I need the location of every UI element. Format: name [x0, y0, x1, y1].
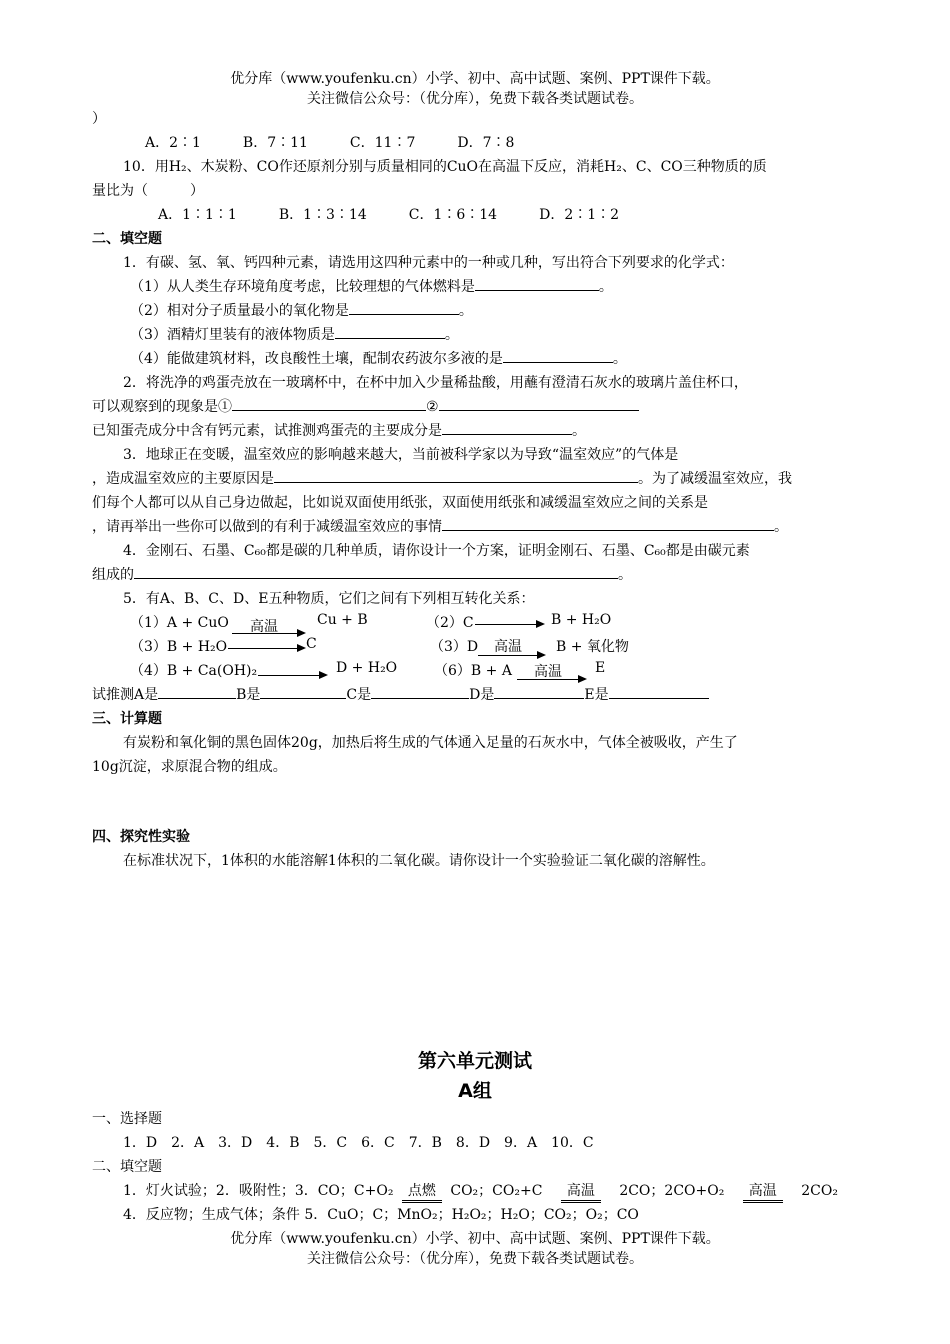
fill-heading: 二、填空题 — [92, 231, 162, 247]
explore-line-1: 在标准状况下，1体积的水能溶解1体积的二氧化碳。请你设计一个实验验证二氧化碳的溶解性。 — [123, 853, 715, 869]
reaction-2-arrow — [475, 624, 543, 625]
explore-heading: 四、探究性实验 — [92, 829, 190, 845]
answers-title: 第六单元测试 — [417, 1050, 532, 1072]
condition-high-temp: 高温 — [743, 1180, 783, 1203]
reaction-1-arrow — [232, 633, 304, 634]
header-line-2: 关注微信公众号：（优分库），免费下载各类试题试卷。 — [307, 91, 643, 107]
reaction-3b-left: （3）D — [430, 639, 479, 655]
answer-blank[interactable] — [274, 468, 638, 483]
answers-sec2: 二、填空题 — [92, 1159, 162, 1175]
reaction-3b-condition: 高温 — [494, 639, 522, 655]
reaction-1-right: Cu + B — [317, 612, 368, 628]
answer-blank-c[interactable] — [371, 684, 469, 699]
q3-line-2: ，造成温室效应的主要原因是 。为了减缓温室效应，我 — [92, 468, 792, 488]
answer-blank[interactable] — [349, 300, 459, 315]
reaction-1-condition: 高温 — [250, 619, 278, 635]
q10-line-1: 10．用H₂、木炭粉、CO作还原剂分别与质量相同的CuO在高温下反应，消耗H₂、C、CO三种物质的质 — [123, 159, 767, 175]
answer-blank-d[interactable] — [494, 684, 584, 699]
answers-group: A组 — [458, 1080, 492, 1102]
answer-blank-e[interactable] — [609, 684, 709, 699]
answer-blank[interactable] — [475, 276, 599, 291]
reaction-6-right: E — [595, 660, 606, 676]
answer-blank[interactable] — [134, 564, 618, 579]
answer-blank-b[interactable] — [260, 684, 346, 699]
answer-blank[interactable] — [442, 420, 572, 435]
reaction-6-condition: 高温 — [534, 664, 562, 680]
condition-ignite: 点燃 — [402, 1180, 442, 1203]
q3-line-4: ，请再举出一些你可以做到的有利于减缓温室效应的事情 。 — [92, 516, 788, 536]
reaction-3-left: （3）B + H₂O — [130, 639, 228, 655]
q3-line-3: 们每个人都可以从自己身边做起，比如说双面使用纸张，双面使用纸张和减缓温室效应之间的关系是 — [92, 495, 708, 511]
q1-item-4: （4）能做建筑材料，改良酸性土壤，配制农药波尔多液的是 。 — [130, 348, 627, 368]
q9-options: A．2∶1 B．7∶11 C．11∶7 D．7∶8 — [145, 135, 515, 151]
reaction-3b-right: B + 氧化物 — [556, 639, 629, 655]
q4-line-1: 4．金刚石、石墨、C₆₀都是碳的几种单质，请你设计一个方案，证明金刚石、石墨、C₆₀都是由碳元素 — [123, 543, 750, 559]
header-line-1: 优分库（www.youfenku.cn）小学、初中、高中试题、案例、PPT课件下载。 — [230, 71, 720, 87]
q5-stem: 5．有A、B、C、D、E五种物质，它们之间有下列相互转化关系： — [123, 591, 535, 607]
q1-item-2: （2）相对分子质量最小的氧化物是 。 — [130, 300, 473, 320]
reaction-2-right: B + H₂O — [551, 612, 612, 628]
q2-line-1: 2．将洗净的鸡蛋壳放在一玻璃杯中，在杯中加入少量稀盐酸，用蘸有澄清石灰水的玻璃片盖住杯口， — [123, 375, 748, 391]
reaction-4-arrow — [258, 675, 326, 676]
calc-heading: 三、计算题 — [92, 711, 162, 727]
reaction-3-right: C — [306, 636, 317, 652]
q1-item-1: （1）从人类生存环境角度考虑，比较理想的气体燃料是 。 — [130, 276, 613, 296]
q10-line-2: 量比为（ ） — [92, 183, 204, 199]
reaction-4-right: D + H₂O — [336, 660, 398, 676]
answer-blank[interactable] — [439, 396, 639, 411]
footer-line-2: 关注微信公众号：（优分库），免费下载各类试题试卷。 — [307, 1251, 643, 1267]
reaction-3-arrow — [228, 648, 304, 649]
answer-blank[interactable] — [503, 348, 613, 363]
q2-line-3: 已知蛋壳成分中含有钙元素，试推测鸡蛋壳的主要成分是 。 — [92, 420, 586, 440]
infer-line: 试推测A是 B是 C是 D是 E是 — [92, 684, 709, 704]
answers-sec1: 一、选择题 — [92, 1111, 162, 1127]
answers-choice-line: 1．D 2．A 3．D 4．B 5．C 6．C 7．B 8．D 9．A 10．C — [123, 1135, 594, 1151]
reaction-1-left: （1）A + CuO — [130, 615, 229, 631]
calc-line-1: 有炭粉和氧化铜的黑色固体20g，加热后将生成的气体通入足量的石灰水中，气体全被吸收，产生了 — [123, 735, 738, 751]
q4-line-2: 组成的 。 — [92, 564, 632, 584]
reaction-2-left: （2）C — [426, 615, 474, 631]
reaction-6-arrow — [517, 679, 585, 680]
answer-blank[interactable] — [442, 516, 774, 531]
q10-options: A．1∶1∶1 B．1∶3∶14 C．1∶6∶14 D．2∶1∶2 — [158, 207, 620, 223]
closing-paren: ） — [92, 111, 106, 127]
q2-line-2: 可以观察到的现象是① ② — [92, 396, 639, 416]
answers-fill-line-1: 1．灯火试验；2．吸附性；3．CO；C+O₂ 点燃 CO₂；CO₂+C 高温 2CO；2CO+O₂ 高温 2CO₂ — [123, 1180, 838, 1203]
q1-item-3: （3）酒精灯里装有的液体物质是 。 — [130, 324, 459, 344]
q1-stem: 1．有碳、氢、氧、钙四种元素，请选用这四种元素中的一种或几种，写出符合下列要求的化学式： — [123, 255, 734, 271]
answer-blank[interactable] — [335, 324, 445, 339]
q3-line-1: 3．地球正在变暖，温室效应的影响越来越大，当前被科学家以为导致“温室效应”的气体是 — [123, 447, 679, 463]
answer-blank[interactable] — [232, 396, 426, 411]
condition-high-temp: 高温 — [561, 1180, 601, 1203]
answer-blank-a[interactable] — [158, 684, 236, 699]
reaction-3b-arrow — [478, 655, 544, 656]
footer-line-1: 优分库（www.youfenku.cn）小学、初中、高中试题、案例、PPT课件下载。 — [230, 1231, 720, 1247]
answers-fill-line-2: 4．反应物；生成气体；条件 5．CuO；C；MnO₂；H₂O₂；H₂O；CO₂；O₂；CO — [123, 1207, 639, 1223]
calc-line-2: 10g沉淀，求原混合物的组成。 — [92, 759, 287, 775]
reaction-4-left: （4）B + Ca(OH)₂ — [130, 663, 258, 679]
reaction-6-left: （6）B + A — [434, 663, 512, 679]
